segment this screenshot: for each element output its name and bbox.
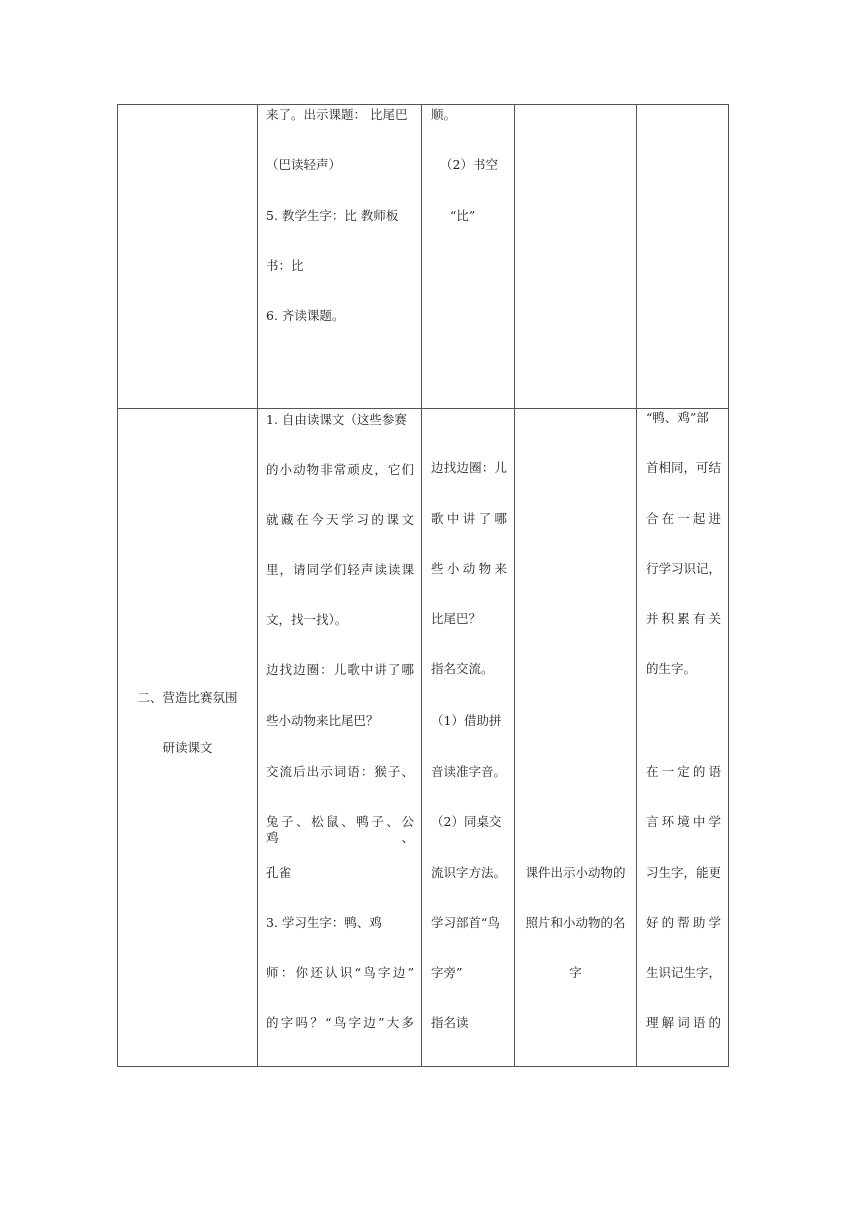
table-left-border [117,104,118,1067]
student-activity-line: 指名交流。 [431,661,494,676]
teacher-activity-line: 孔雀 [266,865,292,880]
student-activity-line: （2）同桌交 [431,814,502,829]
design-intent-line: “鸭、鸡”部 [646,410,709,425]
teacher-activity-line: 就藏在今天学习的课文 [266,512,414,527]
student-activity-line: 音读准字音。 [431,764,507,779]
teacher-activity-line: 6. 齐读课题。 [266,308,345,323]
teacher-activity-line: 交流后出示词语：猴子、 [266,764,414,779]
design-intent-line: 生识记生字， [646,965,722,980]
table-top-border [117,104,729,105]
stage-title: 二、营造比赛氛围 [137,690,238,705]
design-intent-line: 习生字，能更 [646,865,722,880]
student-activity-line: 边找边圈：儿 [431,460,507,475]
teacher-activity-line: 来了。出示课题： 比尾巴 [266,107,408,122]
teacher-activity-line: （巴读轻声） [266,157,342,172]
teacher-activity-line: 1. 自由读课文（这些参赛 [266,412,407,427]
design-intent-line: 言环境中学 [646,814,721,829]
design-intent-line: 好的帮助学 [646,915,721,930]
student-activity-line: 些小动物来 [431,561,507,576]
table-bottom-border [117,1066,729,1067]
student-activity-line: “比” [450,208,476,223]
design-intent-line: 合在一起进 [646,511,721,526]
design-intent-line: 理解词语的 [646,1015,721,1030]
student-activity-line: （2）书空 [440,157,498,172]
student-activity-line: 流识字方法。 [431,865,507,880]
teacher-activity-line: 5. 教学生字：比 教师板 [266,208,399,223]
student-activity-line: 顺。 [431,107,457,122]
student-activity-line: 比尾巴？ [431,611,482,626]
teacher-activity-line: 书：比 [266,258,304,273]
teacher-activity-line: 兔子、松鼠、鸭子、公鸡、 [266,814,414,845]
design-intent-line: 行学习识记， [646,561,722,576]
stage-title: 研读课文 [162,740,213,755]
row-divider [117,408,729,409]
column-divider-1 [257,104,258,1067]
student-activity-line: （1）借助拼 [431,713,502,728]
teacher-activity-line: 文，找一找）。 [266,612,348,627]
student-activity-line: 学习部首“鸟 [431,915,500,930]
student-activity-line: 字旁” [431,965,463,980]
student-activity-line: 歌中讲了哪 [431,511,507,526]
media-line: 照片和小动物的名 [525,915,626,930]
teacher-activity-line: 的字吗？“鸟字边”大多 [266,1015,414,1030]
teacher-activity-line: 师：你还认识“鸟字边” [266,965,414,980]
design-intent-line: 在一定的语 [646,764,721,779]
teacher-activity-line: 边找边圈：儿歌中讲了哪 [266,662,414,677]
teacher-activity-line: 的小动物非常顽皮，它们 [266,462,414,477]
design-intent-line: 并积累有关 [646,611,721,626]
column-divider-4 [636,104,637,1067]
design-intent-line: 首相同，可结 [646,460,722,475]
media-line: 课件出示小动物的 [525,865,626,880]
table-right-border [728,104,729,1067]
teacher-activity-line: 3. 学习生字：鸭、鸡 [266,915,382,930]
teacher-activity-line: 里，请同学们轻声读读课 [266,562,414,577]
student-activity-line: 指名读 [431,1015,469,1030]
media-line: 字 [569,965,582,980]
design-intent-line: 的生字。 [646,661,697,676]
column-divider-2 [421,104,422,1067]
teacher-activity-line: 些小动物来比尾巴？ [266,713,379,728]
